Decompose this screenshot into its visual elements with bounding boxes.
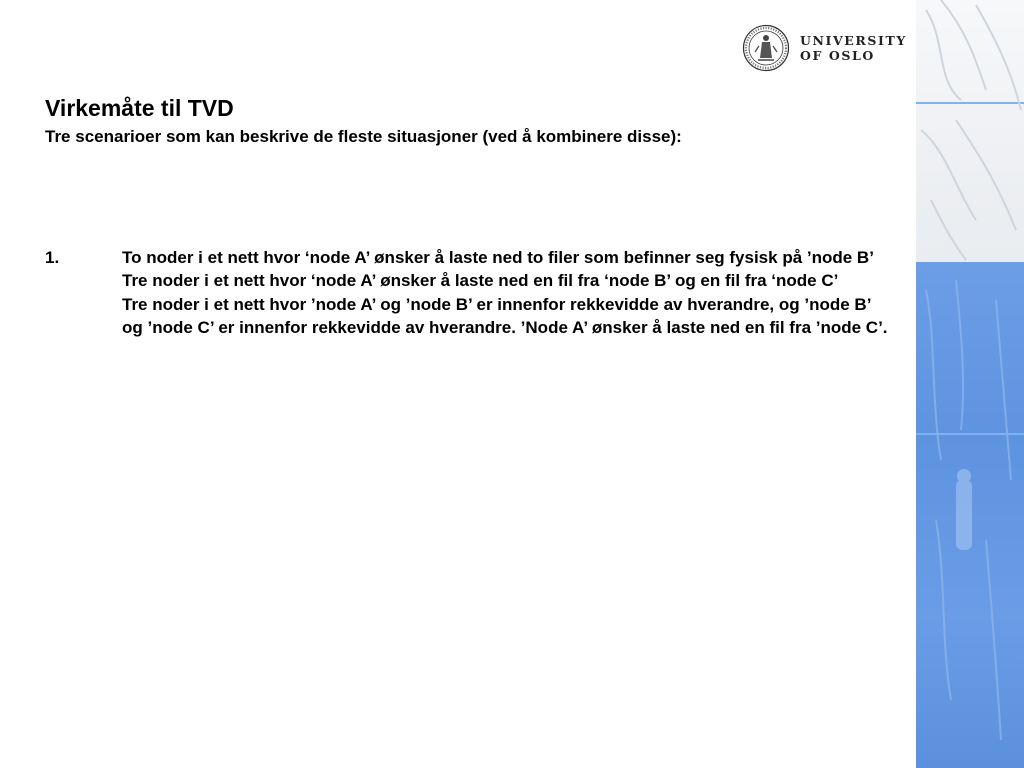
scenario-text: Tre noder i et nett hvor ’node A’ og ’node B’ er innenfor rekkevidde av hverandre, og ’node B’ og ’node C’ er innenfor rekkevidde av hverandre. ’Node A’ ønsker å laste ned en fil fra ’node C’. xyxy=(122,294,888,337)
university-wordmark xyxy=(800,33,907,63)
scenario-item xyxy=(45,246,895,269)
side-decoration xyxy=(916,0,1024,768)
university-seal-icon xyxy=(742,24,790,72)
scenario-list xyxy=(45,246,895,339)
scenario-item xyxy=(45,269,895,292)
slide-subtitle: Tre scenarioer som kan beskrive de fleste situasjoner (ved å kombinere disse): xyxy=(45,127,682,146)
scenario-number xyxy=(45,269,122,292)
university-logo xyxy=(742,24,907,72)
scenario-number xyxy=(45,293,122,340)
slide-title: Virkemåte til TVD xyxy=(45,95,234,121)
logo-line-1: UNIVERSITY xyxy=(800,33,907,48)
logo-line-2: OF OSLO xyxy=(800,48,875,63)
scenario-number: 1. xyxy=(45,248,60,267)
side-statue-sketch xyxy=(916,0,1024,768)
scenario-item xyxy=(45,293,895,340)
scenario-text: To noder i et nett hvor ‘node A’ ønsker å laste ned to filer som befinner seg fysisk på ’node B’ xyxy=(122,248,874,267)
scenario-text: Tre noder i et nett hvor ‘node A’ ønsker å laste ned en fil fra ‘node B’ og en fil fra ‘node C’ xyxy=(122,271,839,291)
